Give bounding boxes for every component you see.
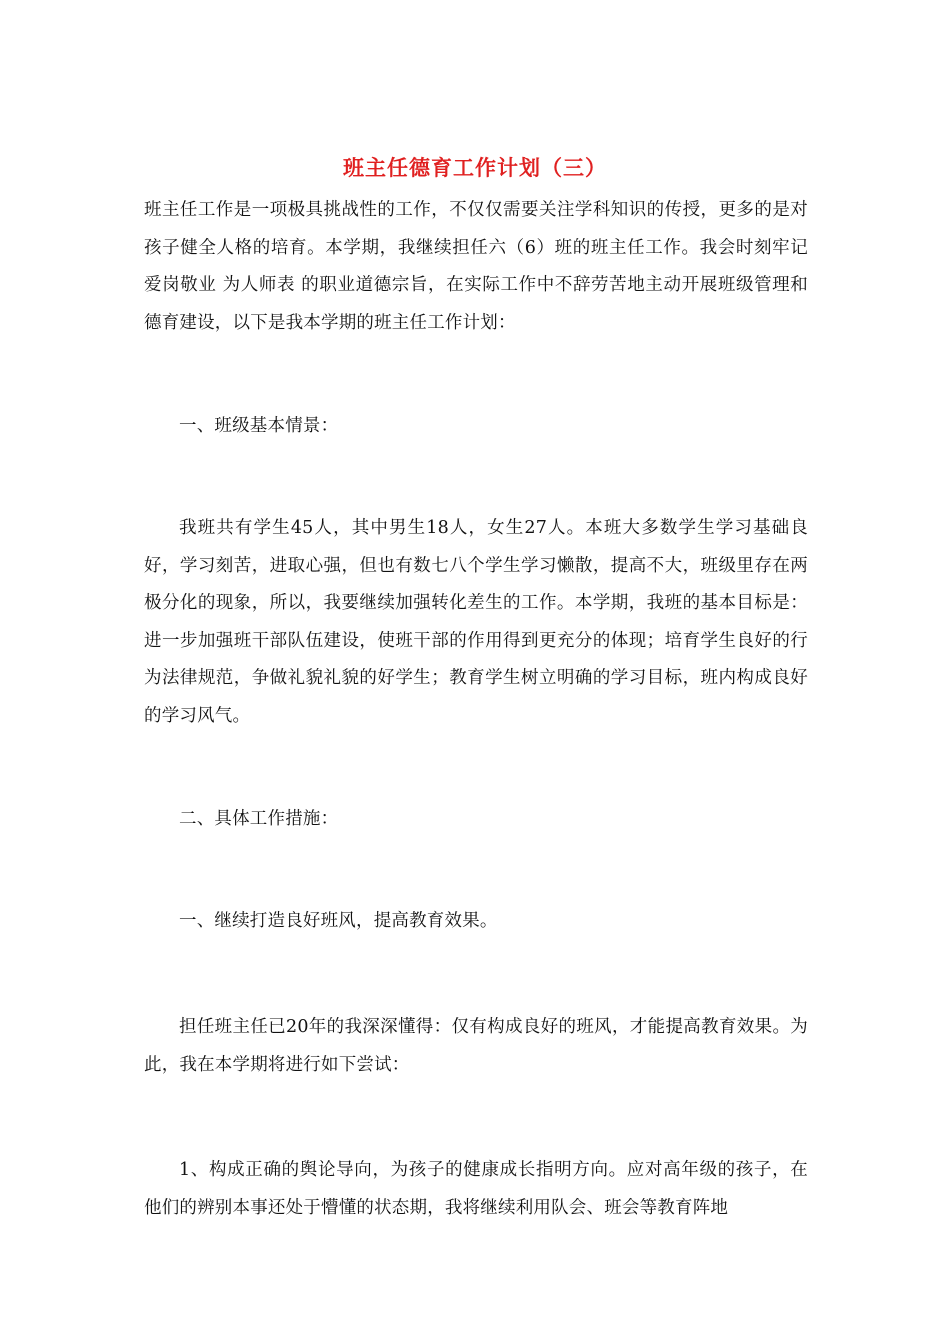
class-info-paragraph: 我班共有学生45人，其中男生18人，女生27人。本班大多数学生学习基础良好，学习刻苦，进取心强，但也有数七八个学生学习懒散，提高不大，班级里存在两极分化的现象，所以，我要继续加强转化差生的工作。本学期，我班的基本目标是：进一步加强班干部队伍建设，使班干部的作用得到更充分的体现；培育学生良好的行为法律规范，争做礼貌礼貌的好学生；教育学生树立明确的学习目标，班内构成良好的学习风气。 [144, 518, 808, 726]
section-heading-class-info: 一、班级基本情景： [179, 416, 339, 436]
section-heading-measures: 二、具体工作措施： [179, 809, 339, 829]
subsection-heading-class-style: 一、继续打造良好班风，提高教育效果。 [179, 911, 498, 931]
intro-paragraph: 班主任工作是一项极具挑战性的工作，不仅仅需要关注学科知识的传授，更多的是对孩子健全人格的培育。本学期，我继续担任六（6）班的班主任工作。我会时刻牢记 爱岗敬业 为人师表 的职业道德宗旨，在实际工作中不辞劳苦地主动开展班级管理和德育建设，以下是我本学期的班主任工作计划： [144, 200, 808, 333]
measure-1-paragraph: 1、构成正确的舆论导向，为孩子的健康成长指明方向。应对高年级的孩子，在他们的辨别本事还处于懵懂的状态期，我将继续利用队会、班会等教育阵地 [144, 1160, 808, 1218]
class-style-paragraph: 担任班主任已20年的我深深懂得：仅有构成良好的班风，才能提高教育效果。为此，我在本学期将进行如下尝试： [144, 1017, 808, 1075]
document-title: 班主任德育工作计划（三） [343, 155, 607, 180]
